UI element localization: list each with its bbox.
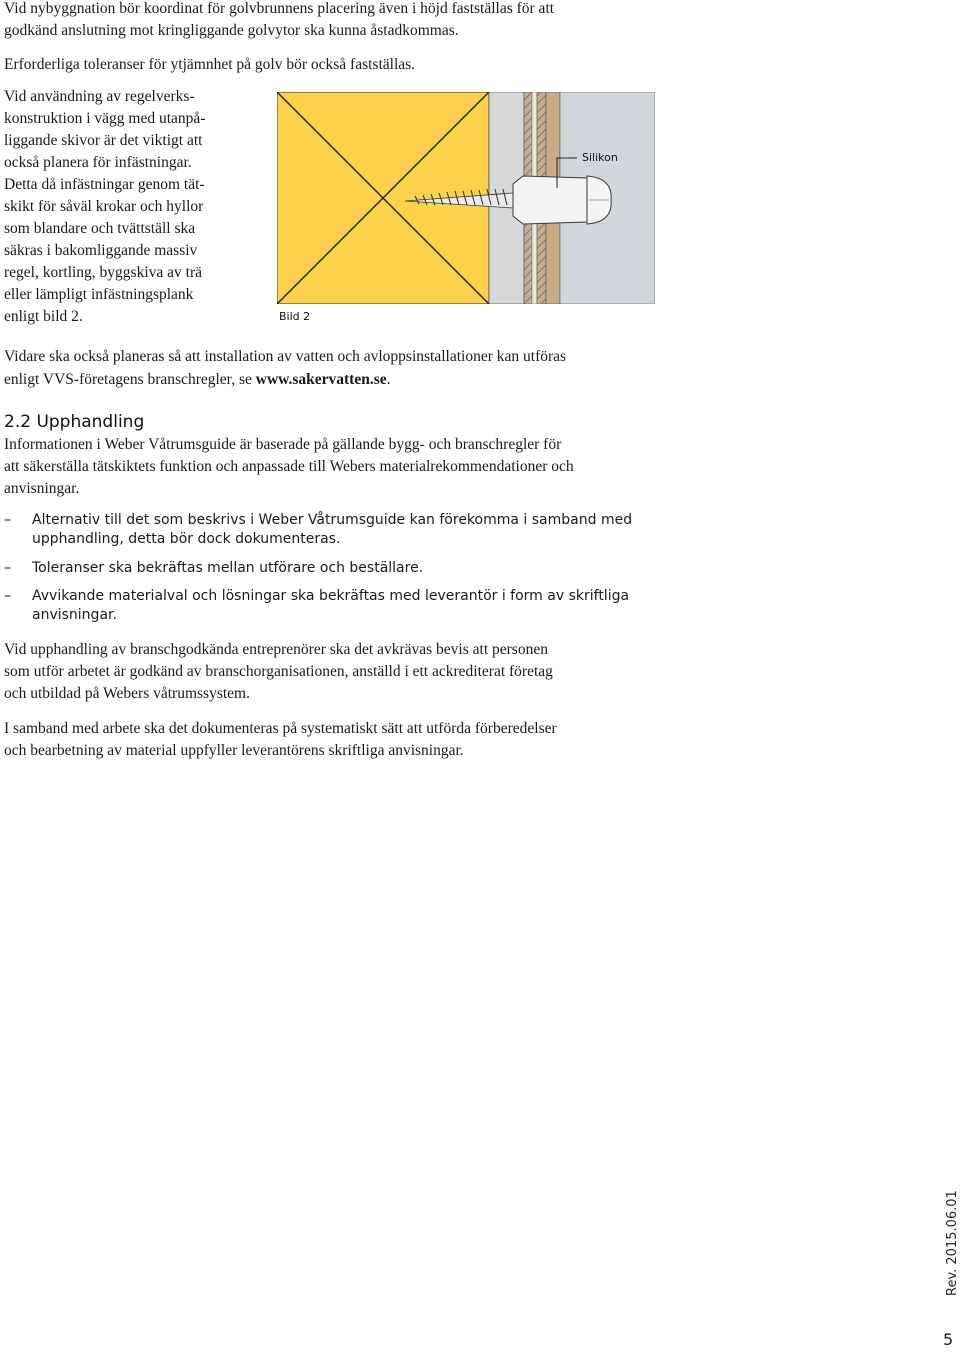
- wall-text-line: också planera för infästningar.: [4, 154, 192, 171]
- wall-text-line: eller lämpligt infästningsplank: [4, 286, 194, 303]
- list-item-line: anvisningar.: [32, 607, 117, 623]
- figure-caption: Bild 2: [279, 310, 311, 323]
- intro-line-2: godkänd anslutning mot kringliggande golvytor ska kunna åstadkommas.: [4, 22, 459, 39]
- wall-text-column: [4, 86, 264, 328]
- list-item-line: Toleranser ska bekräftas mellan utförare och beställare.: [32, 560, 424, 576]
- wall-text-line: som blandare och tvättställ ska: [4, 220, 196, 237]
- page-number: 5: [943, 1330, 954, 1349]
- procurement-line: som utför arbetet är godkänd av branschorganisationen, anställd i ett ackrediterat företag: [4, 663, 553, 680]
- wall-text-line: Detta då infästningar genom tät-: [4, 176, 205, 193]
- section-paragraph: [4, 434, 684, 500]
- documentation-line: och bearbetning av material uppfyller leverantörens skriftliga anvisningar.: [4, 742, 464, 759]
- wall-text-line: regel, kortling, byggskiva av trä: [4, 264, 203, 281]
- bullet-dash: –: [4, 512, 11, 528]
- intro-line-1: Vid nybyggnation bör koordinat för golvbrunnens placering även i höjd fastställas för att: [4, 0, 555, 17]
- section-paragraph-line: att säkerställa tätskiktets funktion och anpassade till Webers materialrekommendationer och: [4, 458, 574, 475]
- wall-text-line: säkras i bakomliggande massiv: [4, 242, 198, 259]
- vvs-line-2-text: enligt VVS-företagens branschregler, se: [4, 371, 256, 388]
- wall-text-line: skikt för såväl krokar och hyllor: [4, 198, 204, 215]
- list-item-line: Avvikande materialval och lösningar ska bekräftas med leverantör i form av skriftliga: [32, 588, 630, 604]
- wall-text-line: konstruktion i vägg med utanpå-: [4, 110, 206, 127]
- vvs-line-1: Vidare ska också planeras så att installation av vatten och avloppsinstallationer kan utföras: [4, 348, 567, 365]
- vvs-line-2: [4, 369, 391, 391]
- section-heading: 2.2 Upphandling: [4, 412, 145, 432]
- wall-section-figure: [277, 92, 655, 304]
- revision-date: Rev. 2015.06.01: [945, 1190, 960, 1296]
- bullet-dash: –: [4, 560, 11, 576]
- wall-text-line: enligt bild 2.: [4, 308, 83, 325]
- silikon-label: Silikon: [582, 151, 618, 164]
- list-item-line: Alternativ till det som beskrivs i Weber Våtrumsguide kan förekomma i samband med: [32, 512, 633, 528]
- procurement-paragraph: [4, 639, 684, 705]
- procurement-line: Vid upphandling av branschgodkända entreprenörer ska det avkrävas bevis att personen: [4, 641, 548, 658]
- documentation-line: I samband med arbete ska det dokumenteras på systematiskt sätt att utförda förberedelser: [4, 720, 557, 737]
- vvs-line-2-suffix: .: [386, 371, 391, 388]
- procurement-line: och utbildad på Webers våtrumssystem.: [4, 685, 250, 702]
- documentation-paragraph: [4, 718, 684, 762]
- sakervatten-link[interactable]: www.sakervatten.se: [255, 371, 387, 388]
- section-paragraph-line: anvisningar.: [4, 480, 80, 497]
- section-paragraph-line: Informationen i Weber Våtrumsguide är baserade på gällande bygg- och branschregler för: [4, 436, 562, 453]
- list-item-line: upphandling, detta bör dock dokumenteras.: [32, 531, 341, 547]
- wall-text-line: Vid användning av regelverks-: [4, 88, 195, 105]
- bullet-dash: –: [4, 588, 11, 604]
- wall-text-line: liggande skivor är det viktigt att: [4, 132, 203, 149]
- tolerance-paragraph: Erforderliga toleranser för ytjämnhet på golv bör också fastställas.: [4, 56, 416, 73]
